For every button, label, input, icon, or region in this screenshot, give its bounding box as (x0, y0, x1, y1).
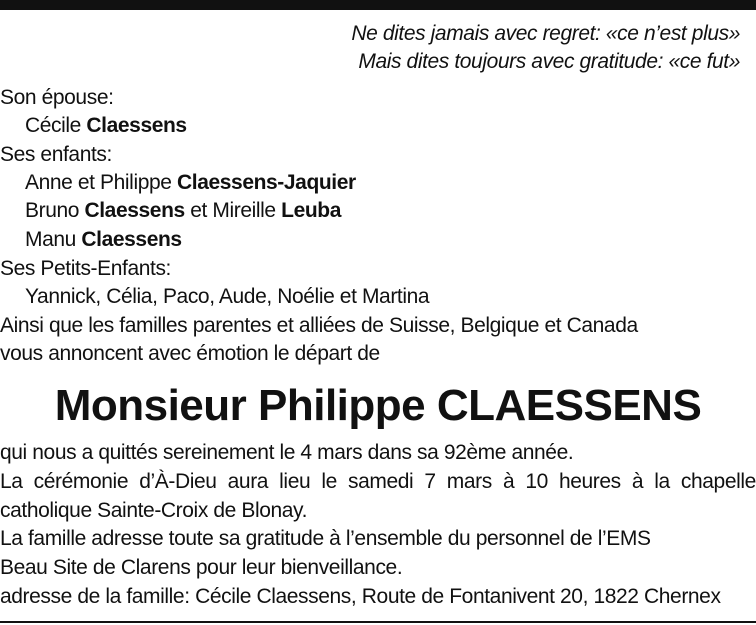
child-entry-1 (25, 169, 356, 197)
ceremony-word: aura (227, 470, 269, 493)
ceremony-word: 7 (424, 470, 436, 493)
ceremony-word: le (321, 470, 337, 493)
child-entry-3 (25, 226, 182, 254)
ceremony-word: samedi (348, 470, 414, 493)
spouse-first-name: Cécile (25, 114, 81, 137)
ceremony-word: heures (558, 470, 621, 493)
ceremony-line-2: catholique Sainte-Croix de Blonay. (0, 499, 308, 522)
gratitude-line-1: La famille adresse toute sa gratitude à l’ensemble du personnel de l’EMS (0, 527, 651, 550)
families-line: Ainsi que les familles parentes et alliées de Suisse, Belgique et Canada (0, 314, 638, 337)
child-2-partner-last: Leuba (281, 199, 341, 222)
passing-line: qui nous a quittés sereinement le 4 mars dans sa 92ème année. (0, 441, 574, 464)
quote-line-1: Ne dites jamais avec regret: «ce n’est plus» (351, 22, 740, 45)
ceremony-word: 10 (525, 470, 548, 493)
children-heading: Ses enfants: (0, 143, 112, 166)
child-1-first-names: Anne et Philippe (25, 171, 172, 194)
child-2-last-name: Claessens (84, 199, 185, 222)
ceremony-word: d’À-Dieu (139, 470, 217, 493)
spouse-heading: Son épouse: (0, 86, 114, 109)
child-1-last-name: Claessens-Jaquier (177, 171, 356, 194)
ceremony-word: à (502, 470, 515, 493)
ceremony-word: lieu (279, 470, 311, 493)
child-3-last-name: Claessens (81, 228, 182, 251)
child-2-partner-first: et Mireille (190, 199, 276, 222)
child-3-first-name: Manu (25, 228, 76, 251)
ceremony-word: La (0, 470, 23, 493)
ceremony-word: mars (446, 470, 492, 493)
bottom-rule (0, 621, 756, 623)
quote-line-2: Mais dites toujours avec gratitude: «ce fut» (358, 50, 740, 73)
child-2-first-name: Bruno (25, 199, 80, 222)
announcement-line: vous annoncent avec émotion le départ de (0, 342, 380, 365)
deceased-name: Monsieur Philippe CLAESSENS (54, 381, 702, 430)
ceremony-word: à (631, 470, 644, 493)
ceremony-word: la (654, 470, 670, 493)
spouse-entry (25, 112, 187, 140)
grandchildren-heading: Ses Petits-Enfants: (0, 257, 171, 280)
child-entry-2 (25, 197, 341, 225)
top-rule (0, 0, 756, 10)
grandchildren-list: Yannick, Célia, Paco, Aude, Noélie et Martina (25, 285, 430, 308)
ceremony-line-1 (0, 468, 756, 496)
ceremony-word: cérémonie (33, 470, 129, 493)
spouse-last-name: Claessens (86, 114, 187, 137)
family-address: adresse de la famille: Cécile Claessens, Route de Fontanivent 20, 1822 Chernex (0, 585, 721, 608)
ceremony-word: chapelle (680, 470, 756, 493)
gratitude-line-2: Beau Site de Clarens pour leur bienveillance. (0, 556, 403, 579)
epigraph-quote (351, 20, 740, 76)
